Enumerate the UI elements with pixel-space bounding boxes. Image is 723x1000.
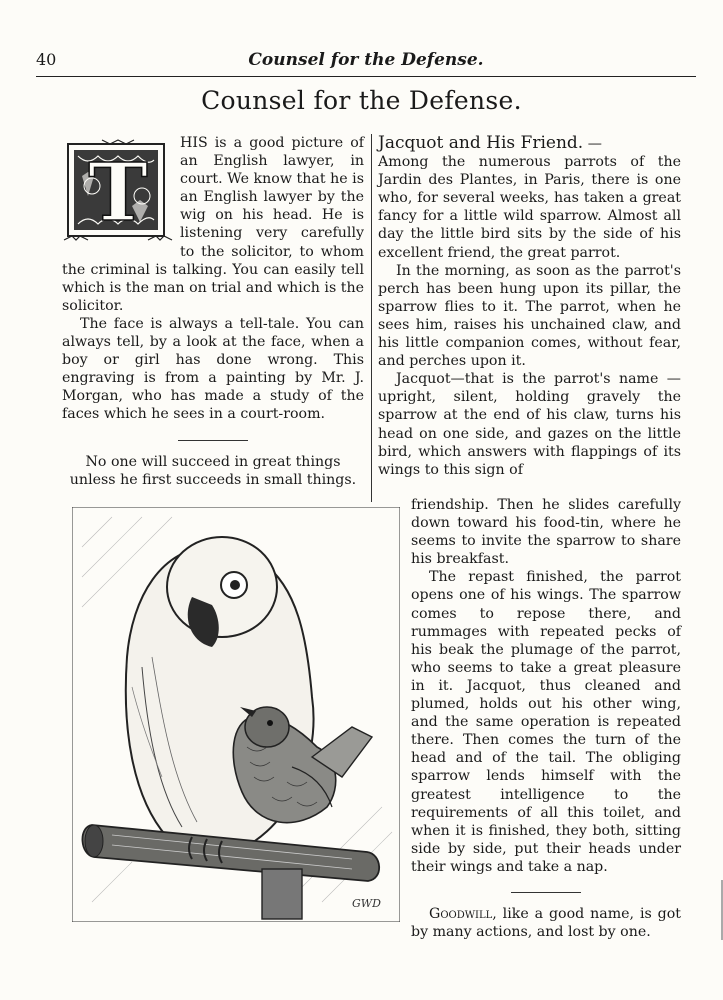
section-rule <box>178 440 248 441</box>
story-title: Jacquot and His Friend. <box>378 133 584 153</box>
story-title-dash: — <box>587 136 602 152</box>
running-title: Counsel for the Defense. <box>248 50 484 70</box>
parrot-sparrow-engraving <box>72 507 400 922</box>
article-paragraph: The face is always a tell-tale. You can always tell, by a look at the face, when a boy or girl has done wrong. This engraving is from a painting by Mr. J. Morgan, who has made a study of the faces which he sees in a court-room. <box>62 315 364 423</box>
story-paragraph: Jacquot—that is the parrot's name —upright, silent, holding gravely the sparrow at the end of his claw, turns his head on one side, and gazes on the little bird, which answers with flappings of its wings to this sign of <box>378 371 681 478</box>
page-number: 40 <box>36 50 57 69</box>
running-head <box>36 50 696 77</box>
story-paragraph: Among the numerous parrots of the Jardin des Plantes, in Paris, there is one who, for several weeks, has taken a great fancy for a little wild sparrow. Almost all day the little bird sits by the side of his excellent friend, the great parrot. <box>378 154 681 261</box>
proverb-rest: like a good name, is got by many actions, and lost by one. <box>411 905 681 941</box>
proverb-text <box>411 905 681 941</box>
story-heading <box>378 134 681 153</box>
ornamental-dropcap <box>62 136 174 246</box>
artist-signature: GWD <box>352 897 381 910</box>
proverb-lead: Goodwill, <box>429 905 497 922</box>
story-paragraph: In the morning, as soon as the parrot's perch has been hung upon its pillar, the sparrow flies to it. The parrot, when he sees him, raises his unchained claw, and his little companion comes, without fear, and perches upon it. <box>378 262 681 370</box>
column-divider <box>371 134 372 502</box>
story-column <box>378 134 681 479</box>
article-paragraph: HIS is a good picture of an English lawyer, in court. We know that he is an English lawyer by the wig on his head. He is listening very carefully to the solicitor, to whom the criminal is talking. You can easily tell which is the man on trial and which is the solicitor. <box>62 135 364 314</box>
story-paragraph: The repast finished, the parrot opens one of his wings. The sparrow comes to repose there, and rummages with repeated pecks of his beak the plumage of the parrot, who seems to take a great pleasure in it. Jacquot, thus cleaned and plumed, holds out his other wing, and the same operation is repeated there. Then comes the turn of the head and of the tail. The obliging sparrow lends himself with the greatest intelligence to the requirements of all this toilet, and when it is finished, they both, sitting side by side, put their heads under their wings and take a nap. <box>411 569 681 875</box>
maxim-text: No one will succeed in great things unless he first succeeds in small things. <box>69 453 357 488</box>
dropcap-letter: T <box>88 145 148 239</box>
story-column-continued <box>411 496 681 941</box>
page-title: Counsel for the Defense. <box>201 86 522 115</box>
section-rule <box>511 892 581 893</box>
story-paragraph: friendship. Then he slides carefully down toward his food-tin, where he seems to invite the sparrow to share his breakfast. <box>411 497 681 568</box>
article-column <box>62 134 364 489</box>
